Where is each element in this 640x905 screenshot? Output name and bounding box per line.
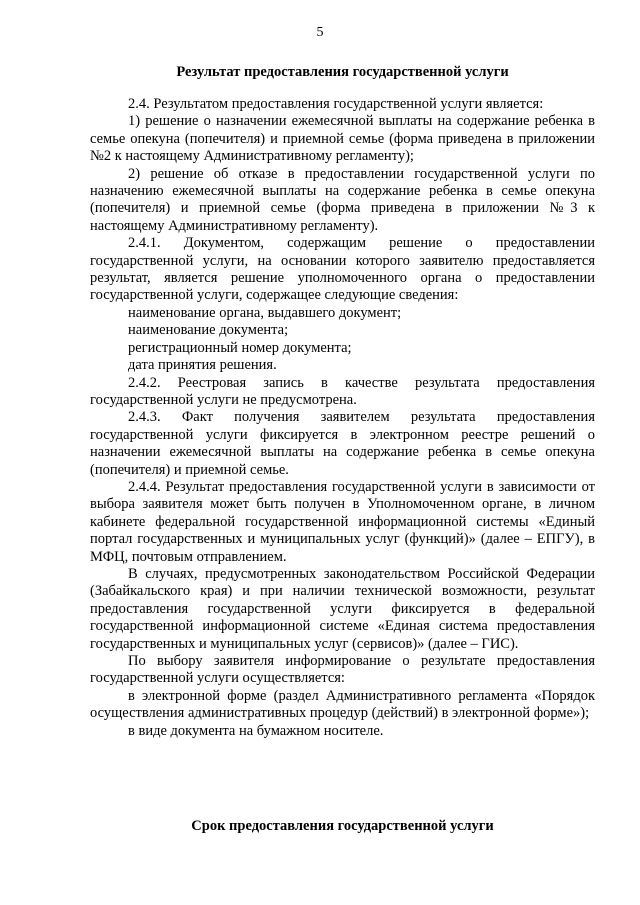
page-number: 5 <box>316 25 324 40</box>
list-item-decision-date: дата принятия решения. <box>128 357 277 374</box>
paragraph-2-4-1: 2.4.1. Документом, содержащим решение о предоставлении государственной услуги, на основании которого заявителю предоставляется результат, является решение уполномоченного органа о предоставлении государственной услуги, содержащее следующие сведения: <box>90 235 595 304</box>
list-item-document-name: наименование документа; <box>128 322 289 339</box>
paragraph-item-1: 1) решение о назначении ежемесячной выплаты на содержание ребенка в семье опекуна (попечителя) и приемной семье (форма приведена в приложении №2 к настоящему Административному регламенту); <box>90 113 595 165</box>
list-item-paper-form: в виде документа на бумажном носителе. <box>128 722 384 739</box>
paragraph-2-4-3: 2.4.3. Факт получения заявителем результата предоставления государственной услуги фиксируется в электронном реестре решений о назначении ежемесячной выплаты на содержание ребенка в семье опекуна (попечителя) и приемной семье. <box>90 409 595 478</box>
paragraph-2-4-2: 2.4.2. Реестровая запись в качестве результата предоставления государственной услуги не предусмотрена. <box>90 374 595 408</box>
paragraph-2-4-4: 2.4.4. Результат предоставления государственной услуги в зависимости от выбора заявителя может быть получен в Уполномоченном органе, в личном кабинете федеральной государственной информационной системы «Единый портал государственных и муниципальных услуг (функций)» (далее – ЕПГУ), в МФЦ, почтовым отправлением. <box>90 478 595 565</box>
section-heading-result: Результат предоставления государственной услуги <box>176 64 509 80</box>
list-item-registration-number: регистрационный номер документа; <box>128 339 352 356</box>
paragraph-item-2: 2) решение об отказе в предоставлении государственной услуги по назначению ежемесячной выплаты на содержание ребенка в семье опекуна (попечителя) и приемной семье (форма приведена в приложении №3 к настоящему Административному регламенту). <box>90 165 595 234</box>
section-heading-term: Срок предоставления государственной услуги <box>191 818 494 834</box>
list-item-electronic-form: в электронной форме (раздел Административного регламента «Порядок осуществления административных процедур (действий) в электронной форме»); <box>90 687 595 722</box>
paragraph-gis: В случаях, предусмотренных законодательством Российской Федерации (Забайкальского края) и при наличии технической возможности, результат предоставления государственной услуги фиксируется в федеральной государственной информационной системе «Единая система предоставления государственных и муниципальных услуг (сервисов)» (далее – ГИС). <box>90 565 595 652</box>
paragraph-informing: По выбору заявителя информирование о результате предоставления государственной услуги осуществляется: <box>90 653 595 687</box>
paragraph-2-4: 2.4. Результатом предоставления государственной услуги является: <box>128 96 544 112</box>
document-body <box>90 96 595 740</box>
list-item-organ-name: наименование органа, выдавшего документ; <box>128 304 402 321</box>
